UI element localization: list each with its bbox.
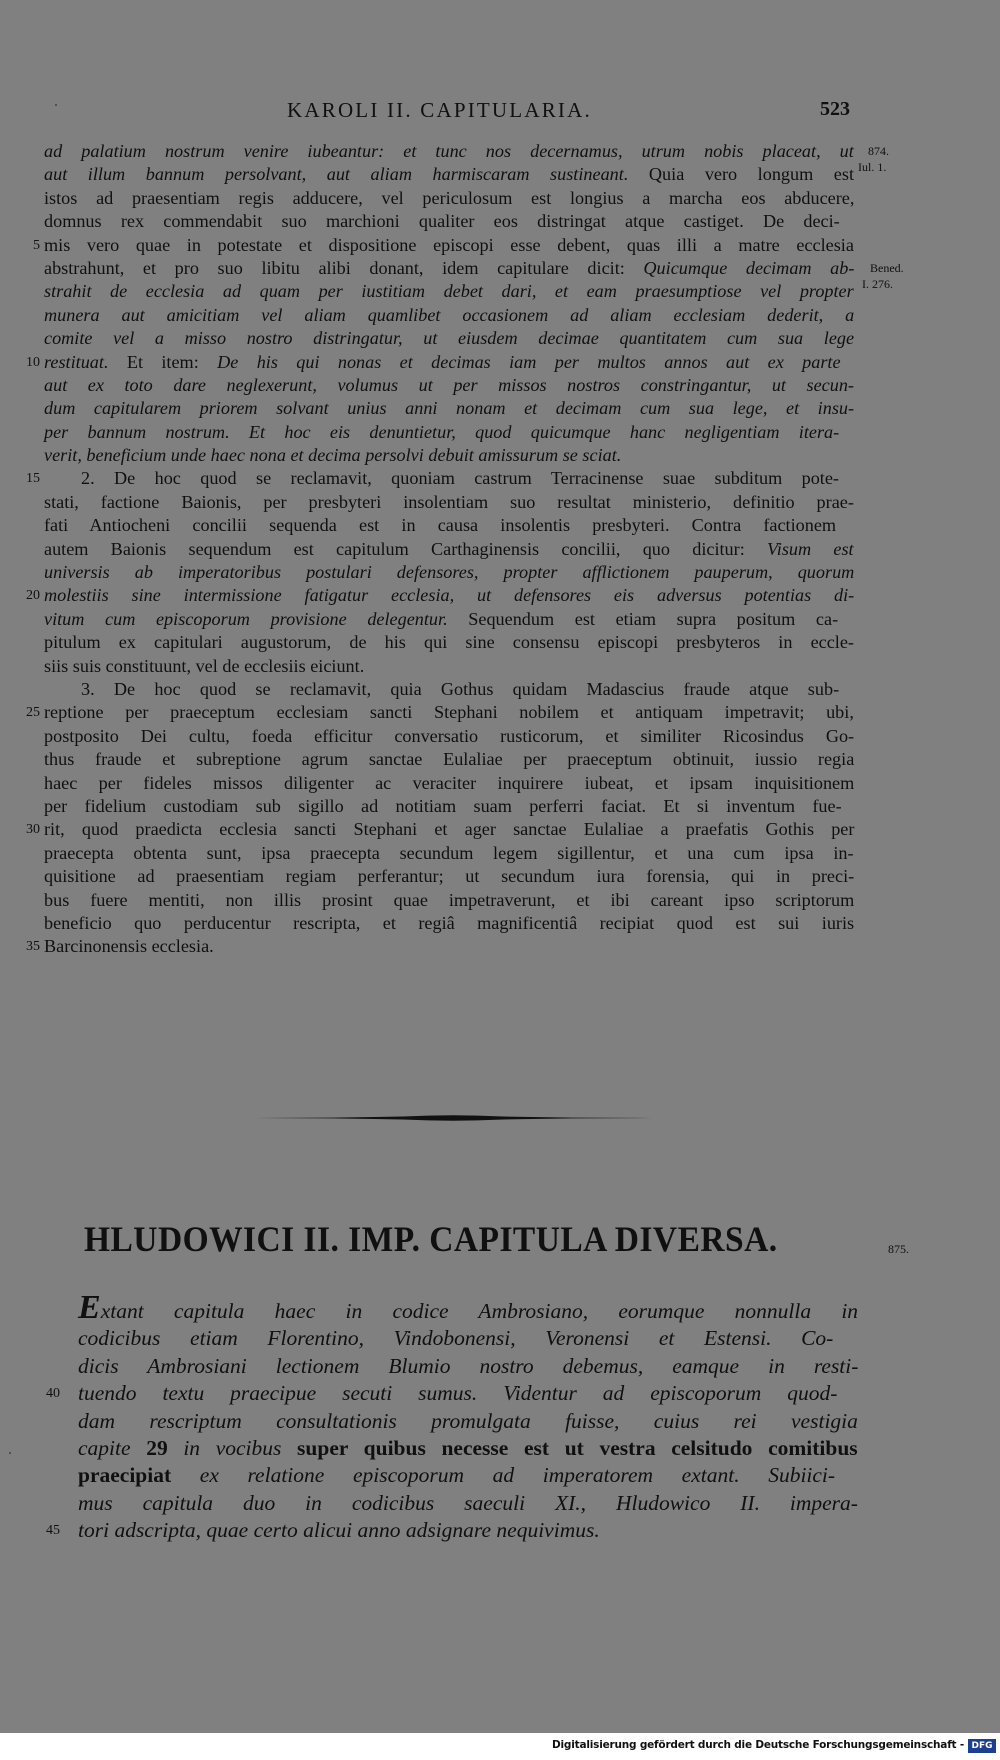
roman-text: siis suis constituunt, vel de ecclesiis eiciunt. xyxy=(44,655,365,676)
roman-text: postposito Dei cultu, foeda efficitur conversatio rusticorum, et similiter Ricosindus Go- xyxy=(44,725,855,746)
line-text xyxy=(44,608,838,631)
line-text xyxy=(44,725,854,748)
roman-text: mis vero quae in potestate et dispositione episcopi esse debent, quas illi a matre ecclesia xyxy=(44,234,854,255)
italic-text: in vocibus xyxy=(167,1435,298,1460)
italic-text: Quicumque decimam ab- xyxy=(643,257,855,278)
text-line xyxy=(33,234,874,257)
text-line xyxy=(78,1289,859,1326)
text-line xyxy=(44,795,874,818)
text-line xyxy=(44,655,874,678)
line-text xyxy=(44,795,842,818)
text-line xyxy=(44,491,874,514)
text-line xyxy=(44,187,874,210)
text-line xyxy=(26,935,874,958)
italic-text: molestiis sine intermissione fatigatur ecclesia, ut defensores eis adversus potentias di- xyxy=(44,585,855,606)
roman-text: stati, factione Baionis, per presbyteri insolentiam suo resultat ministerio, definitio prae- xyxy=(44,491,854,512)
italic-text: xtant capitula haec in codice Ambrosiano, eorumque nonnulla in xyxy=(100,1299,859,1323)
line-text xyxy=(81,467,839,490)
text-line xyxy=(44,912,874,935)
roman-text: Sequendum est etiam supra positum ca- xyxy=(447,608,839,629)
italic-text: universis ab imperatoribus postulari defensores, propter afflictionem pauperum, quorum xyxy=(44,562,855,583)
line-number: 5 xyxy=(33,237,40,253)
text-line xyxy=(46,1517,858,1544)
text-line xyxy=(78,1325,858,1352)
footer-bar xyxy=(0,1733,1000,1760)
text-line xyxy=(26,467,874,490)
line-text xyxy=(44,748,854,771)
italic-text: aut ex toto dare neglexerunt, volumus ut per missos nostros constringantur, ut secun- xyxy=(44,374,854,395)
line-number: 10 xyxy=(26,354,40,370)
italic-text: Visum est xyxy=(767,538,854,559)
italic-text: verit, beneficium unde haec nona et decima persolvi debuit amissurum se sciat. xyxy=(44,445,622,466)
margin-ref-number: I. 276. xyxy=(862,277,893,291)
line-text xyxy=(44,140,854,163)
text-line xyxy=(44,842,874,865)
line-text xyxy=(78,1462,835,1489)
line-text xyxy=(44,491,854,514)
line-text xyxy=(44,280,854,303)
line-text xyxy=(44,327,854,350)
italic-text: restituat. xyxy=(44,351,109,372)
text-line xyxy=(26,351,874,374)
text-line xyxy=(44,538,874,561)
text-line xyxy=(44,561,874,584)
text-line xyxy=(44,748,874,771)
margin-ref-source: Bened. xyxy=(870,261,904,275)
roman-text: abstrahunt, et pro suo libitu alibi donant, idem capitulare dicit: xyxy=(44,257,644,278)
line-number: 45 xyxy=(46,1523,60,1539)
italic-text: De his qui nonas et decimas iam per multos annos aut ex parte xyxy=(217,351,841,372)
roman-text: bus fuere mentiti, non illis prosint quae impetraverunt, et ibi careant ipso scriptorum xyxy=(44,889,855,910)
roman-text: quisitione ad praesentiam regiam perferantur; ut secundum iura forensia, qui in preci- xyxy=(44,866,855,887)
roman-text: pitulum ex capitulari augustorum, de his qui sine consensu episcopi presbyteros in eccle- xyxy=(44,632,854,653)
line-text xyxy=(44,772,854,795)
text-line xyxy=(44,210,874,233)
text-line xyxy=(78,1462,858,1489)
line-number: 15 xyxy=(26,471,40,487)
bold-text: praecipiat xyxy=(78,1463,200,1488)
body-text xyxy=(26,140,874,959)
line-text xyxy=(44,701,854,724)
line-text xyxy=(44,374,854,397)
text-line xyxy=(44,140,874,163)
roman-text: rit, quod praedicta ecclesia sancti Stephani et ager sanctae Eulaliae a praefatis Gothis per xyxy=(44,819,855,840)
text-line xyxy=(26,701,874,724)
italic-text: aut illum bannum persolvant, aut aliam harmiscaram sustineant. xyxy=(44,164,629,185)
line-text xyxy=(78,1435,858,1462)
line-text xyxy=(44,514,836,537)
line-text xyxy=(44,889,854,912)
italic-text: ad palatium nostrum venire iubeantur: et tunc nos decernamus, utrum nobis placeat, ut xyxy=(44,141,854,161)
line-text xyxy=(44,421,839,444)
text-line xyxy=(46,1380,858,1407)
dfg-logo: DFG xyxy=(968,1739,996,1753)
ornamental-rule xyxy=(253,1114,653,1122)
roman-text: Quia vero longum est xyxy=(628,164,855,185)
italic-text: comite vel a misso nostro distringatur, ut eiusdem decimae quantitatem cum sua lege xyxy=(44,328,855,349)
running-head xyxy=(0,98,1000,124)
line-text xyxy=(44,187,854,210)
line-text xyxy=(81,678,839,701)
roman-text: beneficio quo perducentur rescripta, et regiâ magnificentiâ recipiat quod est sui iuris xyxy=(44,912,855,933)
text-line xyxy=(26,818,874,841)
roman-text: fati Antiocheni concilii sequenda est in causa insolentis presbyteri. Contra factionem xyxy=(44,515,837,536)
text-line xyxy=(44,631,874,654)
text-line xyxy=(44,397,874,420)
text-line xyxy=(44,608,874,631)
text-line xyxy=(44,163,874,186)
scan-speck xyxy=(55,104,57,106)
italic-text: capite xyxy=(78,1435,147,1460)
line-text xyxy=(44,397,854,420)
text-line xyxy=(44,725,874,748)
text-line xyxy=(44,444,874,467)
line-number: 35 xyxy=(26,939,40,955)
line-text xyxy=(78,1325,833,1352)
line-number: 30 xyxy=(26,822,40,838)
bold-text: 29 xyxy=(146,1435,168,1460)
line-text xyxy=(78,1380,837,1407)
roman-text: istos ad praesentiam regis adducere, vel periculosum est longius a marcha eos abducere, xyxy=(44,187,855,208)
italic-text: munera aut amicitiam vel aliam quamlibet occasionem ad aliam ecclesiam dederit, a xyxy=(44,304,855,325)
roman-text: Et item: xyxy=(108,351,218,372)
text-line xyxy=(26,584,874,607)
line-text xyxy=(44,842,854,865)
section-year: 875. xyxy=(888,1242,909,1256)
italic-text: strahit de ecclesia ad quam per iustitiam debet dari, et eam praesumptiose vel propter xyxy=(44,281,854,302)
italic-text: tuendo textu praecipue secuti sumus. Videntur ad episcoporum quod- xyxy=(78,1381,838,1406)
line-text xyxy=(44,584,854,607)
line-text xyxy=(44,538,854,561)
text-line xyxy=(44,772,874,795)
line-text xyxy=(44,234,854,257)
roman-text: 2. De hoc quod se reclamavit, quoniam castrum Terracinense suae subditum pote- xyxy=(81,468,839,489)
text-line xyxy=(78,1490,858,1517)
text-line xyxy=(44,257,874,280)
text-line xyxy=(44,421,874,444)
bold-text: super quibus necesse est ut vestra celsitudo comitibus xyxy=(297,1435,858,1460)
roman-text: reptione per praeceptum ecclesiam sancti Stephani nobilem et antiquam impetravit; ubi, xyxy=(44,702,854,723)
text-line xyxy=(44,374,874,397)
text-line xyxy=(44,514,874,537)
text-line xyxy=(44,889,874,912)
line-text xyxy=(78,1408,858,1435)
line-number: 40 xyxy=(46,1386,60,1402)
text-line xyxy=(44,280,874,303)
margin-date-day: Iul. 1. xyxy=(858,160,887,174)
italic-text: per bannum nostrum. Et hoc eis denuntietur, quod quicumque hanc negligentiam itera- xyxy=(44,421,840,442)
line-text xyxy=(44,561,854,584)
line-text xyxy=(44,865,854,888)
line-text xyxy=(44,210,840,233)
footer-credit: Digitalisierung gefördert durch die Deutsche Forschungsgemeinschaft - xyxy=(552,1739,964,1751)
line-text xyxy=(44,351,841,374)
line-number: 25 xyxy=(26,705,40,721)
intro-text xyxy=(46,1289,859,1545)
line-number: 20 xyxy=(26,588,40,604)
line-text xyxy=(78,1289,859,1326)
roman-text: haec per fideles missos diligenter ac veraciter inquirere iubeat, et ipsam inquisitionem xyxy=(44,772,855,793)
roman-text: per fidelium custodiam sub sigillo ad notitiam suam perferri faciat. Et si inventum fue- xyxy=(44,795,842,816)
roman-text: praecepta obtenta sunt, ipsa praecepta secundum legem sigillentur, et una cum ipsa in- xyxy=(44,842,854,863)
roman-text: 3. De hoc quod se reclamavit, quia Gothus quidam Madascius fraude atque sub- xyxy=(81,678,840,699)
scan-speck xyxy=(9,1452,11,1454)
italic-text: dicis Ambrosiani lectionem Blumio nostro debemus, eamque in resti- xyxy=(78,1353,859,1378)
text-line xyxy=(44,304,874,327)
text-line xyxy=(78,1435,858,1462)
italic-text: dam rescriptum consultationis promulgata fuisse, cuius rei vestigia xyxy=(78,1408,858,1433)
line-text xyxy=(44,444,621,467)
roman-text: domnus rex commendabit suo marchioni qualiter eos distringat atque castiget. De deci- xyxy=(44,211,840,232)
italic-text: codicibus etiam Florentino, Vindobonensi, Veronensi et Estensi. Co- xyxy=(78,1326,834,1351)
line-text xyxy=(78,1517,600,1544)
line-text xyxy=(44,655,364,678)
text-line xyxy=(44,678,874,701)
page-number: 523 xyxy=(820,98,850,120)
line-text xyxy=(78,1353,858,1380)
roman-text: thus fraude et subreptione agrum sanctae Eulaliae per praeceptum obtinuit, iussio regia xyxy=(44,749,855,770)
line-text xyxy=(44,631,854,654)
text-line xyxy=(44,865,874,888)
line-text xyxy=(44,935,214,958)
italic-text: vitum cum episcoporum provisione delegentur. xyxy=(44,608,448,629)
roman-text: autem Baionis sequendum est capitulum Carthaginensis concilii, quo dicitur: xyxy=(44,538,768,559)
text-line xyxy=(78,1353,858,1380)
italic-text: dum capitularem priorem solvant unius anni nonam et decimam cum sua lege, et insu- xyxy=(44,398,855,419)
margin-date-year: 874. xyxy=(868,144,889,158)
line-text xyxy=(78,1490,858,1517)
text-line xyxy=(44,327,874,350)
line-text xyxy=(44,257,854,280)
drop-cap: E xyxy=(78,1289,101,1326)
text-line xyxy=(78,1408,858,1435)
italic-text: ex relatione episcoporum ad imperatorem extant. Subiici- xyxy=(199,1463,836,1488)
line-text xyxy=(44,818,854,841)
line-text xyxy=(44,304,854,327)
running-title: KAROLI II. CAPITULARIA. xyxy=(287,98,592,122)
section-title: HLUDOWICI II. IMP. CAPITULA DIVERSA. xyxy=(84,1219,778,1259)
roman-text: Barcinonensis ecclesia. xyxy=(44,936,214,957)
line-text xyxy=(44,912,854,935)
line-text xyxy=(44,163,854,186)
italic-text: mus capitula duo in codicibus saeculi XI., Hludowico II. impera- xyxy=(78,1490,858,1515)
italic-text: tori adscripta, quae certo alicui anno adsignare nequivimus. xyxy=(78,1518,600,1543)
